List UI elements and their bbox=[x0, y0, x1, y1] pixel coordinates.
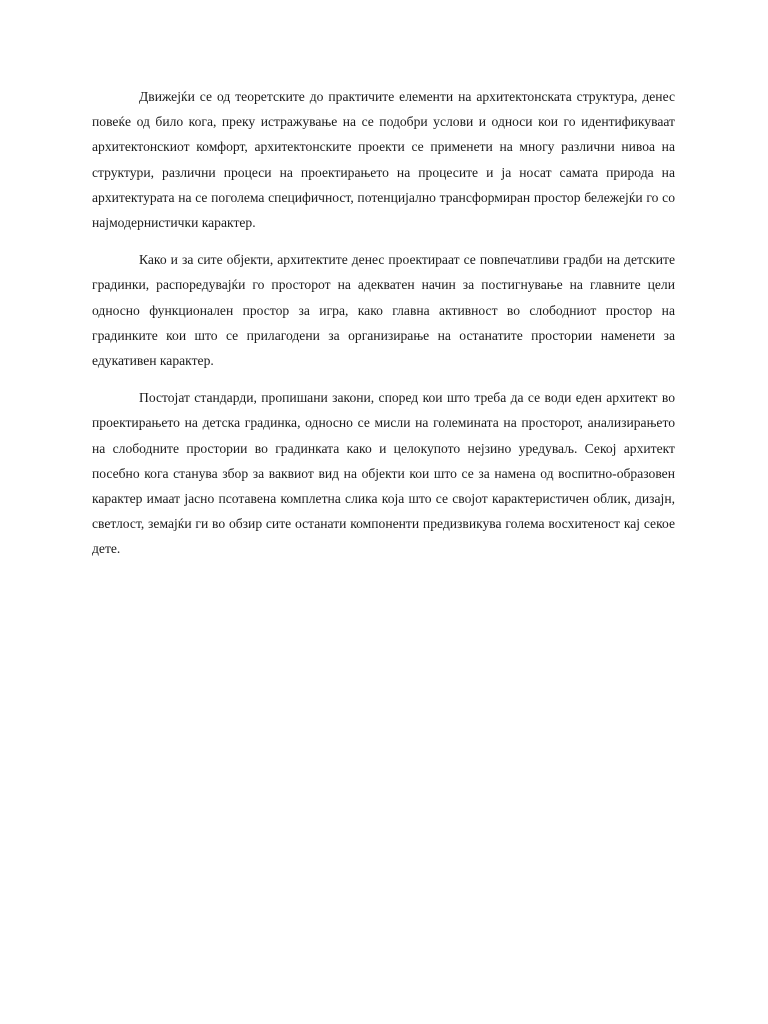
paragraph-2: Како и за сите објекти, архитектите денес проектираат се повпечатливи градби на детските градинки, распоредувајќи го просторот на адекватен начин за постигнување на главните цели односно функционален простор за игра, како главна активност во слободниот простор на градинките кои што се прилагодени за организирање на останатите простории наменети за едукативен карактер. bbox=[92, 252, 675, 369]
document-body bbox=[92, 84, 675, 574]
paragraph-1: Движејќи се од теоретските до практичите елементи на архитектонската структура, денес повеќе од било кога, преку истражување на се подобри услови и односи кои го идентификуваат архитектонскиот комфорт, архитектонските проекти се применети на многу различни нивоа на структури, различни процеси на проектирањето на процесите и ја носат самата природа на архитектурата на се поголема специфичност, потенцијално трансформиран простор бележејќи го со најмодернистички карактер. bbox=[92, 89, 675, 231]
paragraph-3: Постојат стандарди, пропишани закони, според кои што треба да се води еден архитект во проектирањето на детска градинка, односно се мисли на големината на просторот, анализирањето на слободните простории во градинката како и целокупото нејзино уредуваљ. Секој архитект посебно кога станува збор за ваквиот вид на објекти кои што се за намена од воспитно-образовен карактер имаат јасно псотавена комплетна слика која што се својот карактеристичен облик, дизајн, светлост, земајќи ги во обзир сите останати компоненти предизвикува голема восхитеност кај секое дете. bbox=[92, 390, 675, 557]
